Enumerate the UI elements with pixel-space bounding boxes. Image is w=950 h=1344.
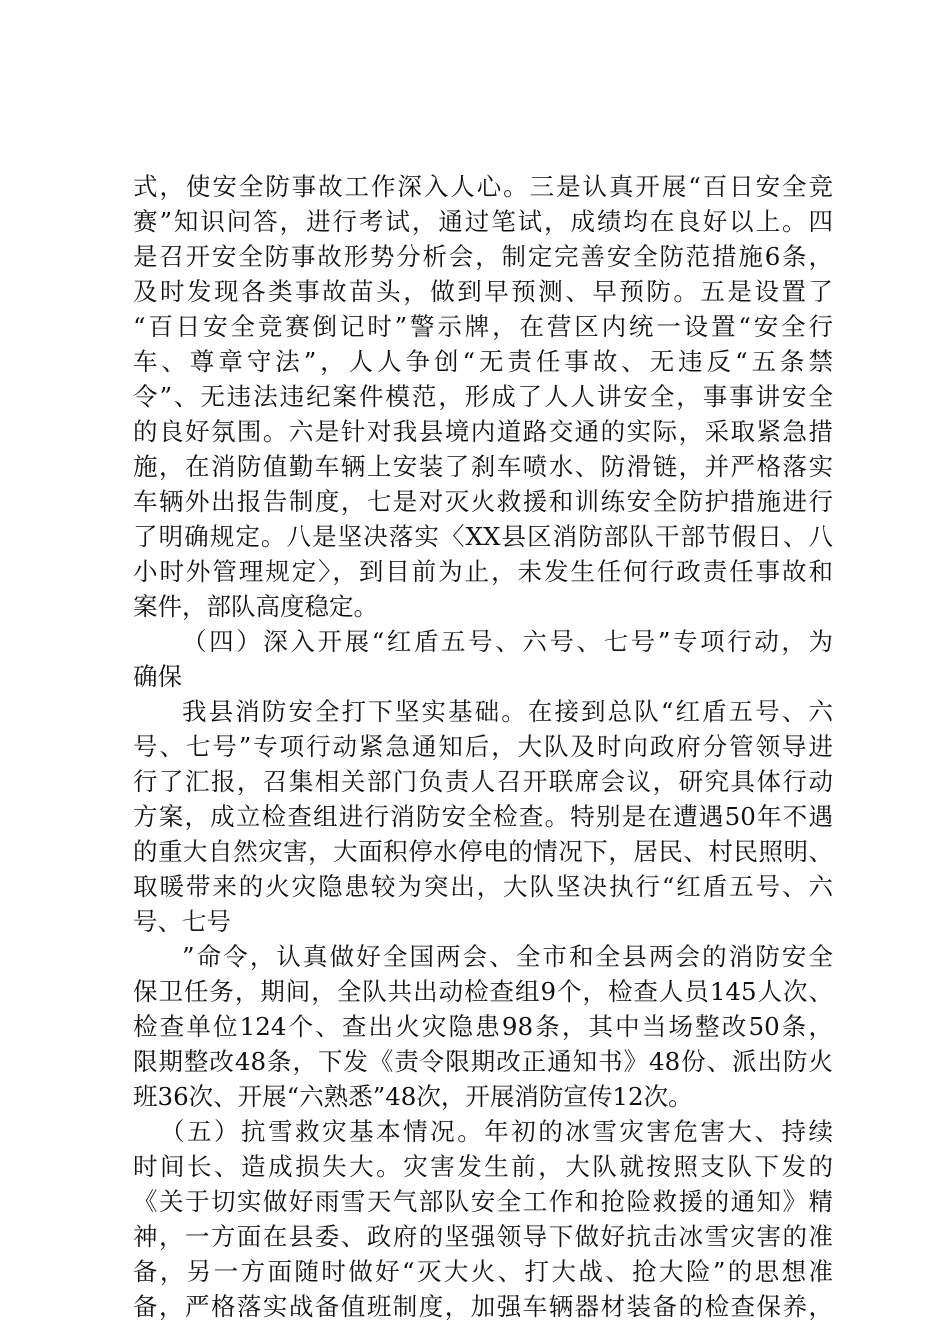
- text-line: 是召开安全防事故形势分析会，制定完善安全防范措施6条，: [133, 242, 833, 271]
- text-line: 式，使安全防事故工作深入人心。三是认真开展“百日安全竞: [133, 172, 833, 201]
- text-line: “百日安全竞赛倒记时”警示牌，在营区内统一设置“安全行: [133, 312, 833, 341]
- text-line: 了明确规定。八是坚决落实〈XX县区消防部队干部节假日、八: [133, 522, 833, 551]
- text-line: 方案，成立检查组进行消防安全检查。特别是在遭遇50年不遇: [133, 802, 833, 831]
- text-line: 行了汇报，召集相关部门负责人召开联席会议，研究具体行动: [133, 767, 833, 796]
- text-line: 及时发现各类事故苗头，做到早预测、早预防。五是设置了: [133, 277, 833, 306]
- text-line: 神，一方面在县委、政府的坚强领导下做好抗击冰雪灾害的准: [133, 1222, 833, 1251]
- text-line: 号、七号”专项行动紧急通知后，大队及时向政府分管领导进: [133, 732, 833, 761]
- text-line: 时间长、造成损失大。灾害发生前，大队就按照支队下发的: [133, 1152, 833, 1181]
- section-heading: （五）抗雪救灾基本情况。年初的冰雪灾害危害大、持续: [160, 1117, 833, 1146]
- text-line: 取暖带来的火灾隐患较为突出，大队坚决执行“红盾五号、六: [133, 872, 833, 901]
- text-line: 赛”知识问答，进行考试，通过笔试，成绩均在良好以上。四: [133, 207, 833, 236]
- text-line: 小时外管理规定〉，到目前为止，未发生任何行政责任事故和: [133, 557, 833, 586]
- text-line: 案件，部队高度稳定。: [133, 592, 378, 621]
- text-line: 备，严格落实战备值班制度，加强车辆器材装备的检查保养，: [133, 1292, 833, 1321]
- text-line: 我县消防安全打下坚实基础。在接到总队“红盾五号、六: [182, 697, 833, 726]
- text-line: 号、七号: [133, 907, 231, 936]
- text-line: 车辆外出报告制度，七是对灭火救援和训练安全防护措施进行: [133, 487, 833, 516]
- text-line: ”命令，认真做好全国两会、全市和全县两会的消防安全: [182, 942, 833, 971]
- text-line: 的良好氛围。六是针对我县境内道路交通的实际，采取紧急措: [133, 417, 833, 446]
- text-line: 备，另一方面随时做好“灭大火、打大战、抢大险”的思想准: [133, 1257, 833, 1286]
- section-heading: （四）深入开展“红盾五号、六号、七号”专项行动，为: [182, 627, 833, 656]
- text-line: 确保: [133, 662, 182, 691]
- text-line: 施，在消防值勤车辆上安装了刹车喷水、防滑链，并严格落实: [133, 452, 833, 481]
- text-line: 检查单位124个、查出火灾隐患98条，其中当场整改50条，: [133, 1012, 833, 1041]
- text-line: 保卫任务，期间，全队共出动检查组9个，检查人员145人次、: [133, 977, 833, 1006]
- text-line: 限期整改48条，下发《责令限期改正通知书》48份、派出防火: [133, 1047, 833, 1076]
- text-line: 车、尊章守法”，人人争创“无责任事故、无违反“五条禁: [133, 347, 833, 376]
- text-line: 《关于切实做好雨雪天气部队安全工作和抢险救援的通知》精: [133, 1187, 833, 1216]
- text-line: 令”、无违法违纪案件模范，形成了人人讲安全，事事讲安全: [133, 382, 833, 411]
- text-line: 的重大自然灾害，大面积停水停电的情况下，居民、村民照明、: [133, 837, 833, 866]
- text-line: 班36次、开展“六熟悉”48次，开展消防宣传12次。: [133, 1082, 693, 1111]
